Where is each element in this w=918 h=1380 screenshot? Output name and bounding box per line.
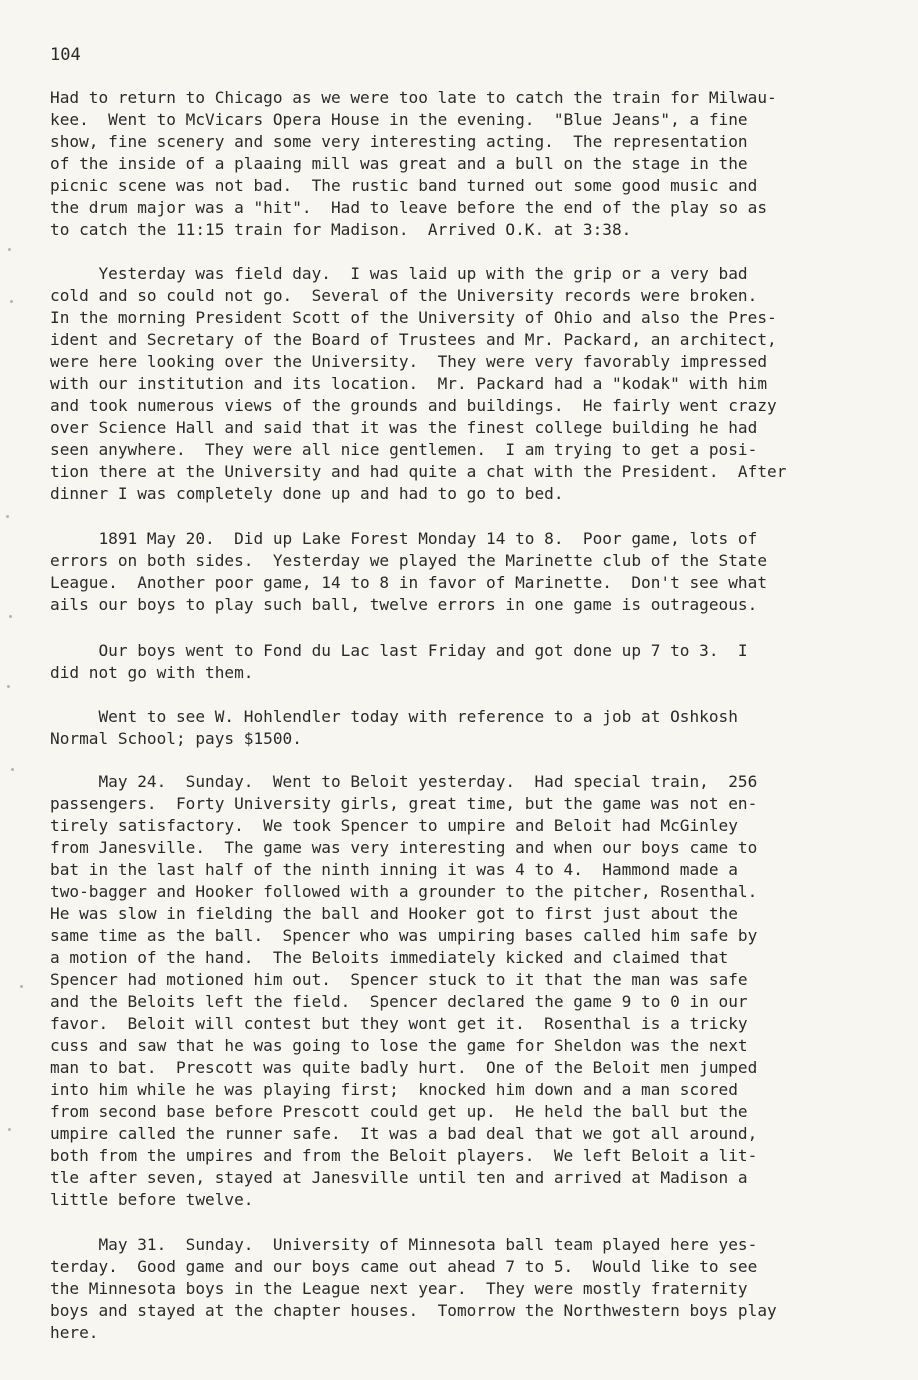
text-line: errors on both sides. Yesterday we played the Marinette club of the State xyxy=(50,551,768,570)
text-line: ident and Secretary of the Board of Trustees and Mr. Packard, an architect, xyxy=(50,330,777,349)
text-line: two-bagger and Hooker followed with a grounder to the pitcher, Rosenthal. xyxy=(50,882,758,901)
text-line: 1891 May 20. Did up Lake Forest Monday 14 to 8. Poor game, lots of xyxy=(50,529,758,548)
scan-speck xyxy=(9,615,12,618)
text-line: from Janesville. The game was very interesting and when our boys came to xyxy=(50,838,758,857)
text-line: Had to return to Chicago as we were too late to catch the train for Milwau- xyxy=(50,88,777,107)
page-number: 104 xyxy=(50,45,81,65)
text-line: with our institution and its location. Mr. Packard had a "kodak" with him xyxy=(50,374,768,393)
paragraph-chicago-trip xyxy=(50,87,900,241)
text-line: May 24. Sunday. Went to Beloit yesterday. Had special train, 256 xyxy=(50,772,758,791)
paragraph-fond-du-lac xyxy=(50,640,900,684)
text-line: and the Beloits left the field. Spencer declared the game 9 to 0 in our xyxy=(50,992,748,1011)
text-line: In the morning President Scott of the University of Ohio and also the Pres- xyxy=(50,308,777,327)
text-line: boys and stayed at the chapter houses. Tomorrow the Northwestern boys play xyxy=(50,1301,777,1320)
text-line: terday. Good game and our boys came out ahead 7 to 5. Would like to see xyxy=(50,1257,758,1276)
scan-speck xyxy=(7,685,10,688)
scan-speck xyxy=(11,768,14,771)
text-line: favor. Beloit will contest but they wont get it. Rosenthal is a tricky xyxy=(50,1014,748,1033)
scan-speck xyxy=(8,248,11,251)
text-line: over Science Hall and said that it was the finest college building he had xyxy=(50,418,758,437)
text-line: Yesterday was field day. I was laid up with the grip or a very bad xyxy=(50,264,748,283)
text-line: cold and so could not go. Several of the University records were broken. xyxy=(50,286,758,305)
text-line: kee. Went to McVicars Opera House in the evening. "Blue Jeans", a fine xyxy=(50,110,748,129)
text-line: did not go with them. xyxy=(50,663,254,682)
text-line: little before twelve. xyxy=(50,1190,254,1209)
text-line: and took numerous views of the grounds and buildings. He fairly went crazy xyxy=(50,396,777,415)
paragraph-may-31-minnesota xyxy=(50,1234,900,1344)
text-line: to catch the 11:15 train for Madison. Arrived O.K. at 3:38. xyxy=(50,220,632,239)
text-line: dinner I was completely done up and had to go to bed. xyxy=(50,484,564,503)
text-line: Spencer had motioned him out. Spencer stuck to it that the man was safe xyxy=(50,970,748,989)
paragraph-oshkosh-job xyxy=(50,706,900,750)
text-line: of the inside of a plaaing mill was great and a bull on the stage in the xyxy=(50,154,748,173)
scan-speck xyxy=(8,1128,11,1131)
text-line: bat in the last half of the ninth inning it was 4 to 4. Hammond made a xyxy=(50,860,738,879)
text-line: same time as the ball. Spencer who was umpiring bases called him safe by xyxy=(50,926,758,945)
text-line: show, fine scenery and some very interesting acting. The representation xyxy=(50,132,748,151)
scan-speck xyxy=(10,300,13,303)
text-line: from second base before Prescott could get up. He held the ball but the xyxy=(50,1102,748,1121)
text-line: the Minnesota boys in the League next year. They were mostly fraternity xyxy=(50,1279,748,1298)
text-line: into him while he was playing first; knocked him down and a man scored xyxy=(50,1080,738,1099)
text-line: the drum major was a "hit". Had to leave before the end of the play so as xyxy=(50,198,768,217)
text-line: were here looking over the University. They were very favorably impressed xyxy=(50,352,768,371)
text-line: tle after seven, stayed at Janesville until ten and arrived at Madison a xyxy=(50,1168,748,1187)
text-line: tirely satisfactory. We took Spencer to umpire and Beloit had McGinley xyxy=(50,816,738,835)
text-line: both from the umpires and from the Beloit players. We left Beloit a lit- xyxy=(50,1146,758,1165)
text-line: here. xyxy=(50,1323,99,1342)
scan-speck xyxy=(20,985,23,988)
scan-speck xyxy=(6,515,9,518)
text-line: League. Another poor game, 14 to 8 in favor of Marinette. Don't see what xyxy=(50,573,768,592)
text-line: Our boys went to Fond du Lac last Friday and got done up 7 to 3. I xyxy=(50,641,748,660)
text-line: man to bat. Prescott was quite badly hurt. One of the Beloit men jumped xyxy=(50,1058,758,1077)
text-line: May 31. Sunday. University of Minnesota ball team played here yes- xyxy=(50,1235,758,1254)
paragraph-may-20 xyxy=(50,528,900,616)
text-line: Normal School; pays $1500. xyxy=(50,729,302,748)
paragraph-may-24-beloit xyxy=(50,771,900,1211)
text-line: a motion of the hand. The Beloits immediately kicked and claimed that xyxy=(50,948,729,967)
paragraph-field-day xyxy=(50,263,900,505)
text-line: umpire called the runner safe. It was a bad deal that we got all around, xyxy=(50,1124,758,1143)
text-line: passengers. Forty University girls, great time, but the game was not en- xyxy=(50,794,758,813)
text-line: tion there at the University and had quite a chat with the President. After xyxy=(50,462,787,481)
text-line: seen anywhere. They were all nice gentlemen. I am trying to get a posi- xyxy=(50,440,758,459)
text-line: cuss and saw that he was going to lose the game for Sheldon was the next xyxy=(50,1036,748,1055)
text-line: Went to see W. Hohlendler today with reference to a job at Oshkosh xyxy=(50,707,738,726)
text-line: He was slow in fielding the ball and Hooker got to first just about the xyxy=(50,904,738,923)
text-line: picnic scene was not bad. The rustic band turned out some good music and xyxy=(50,176,758,195)
text-line: ails our boys to play such ball, twelve errors in one game is outrageous. xyxy=(50,595,758,614)
